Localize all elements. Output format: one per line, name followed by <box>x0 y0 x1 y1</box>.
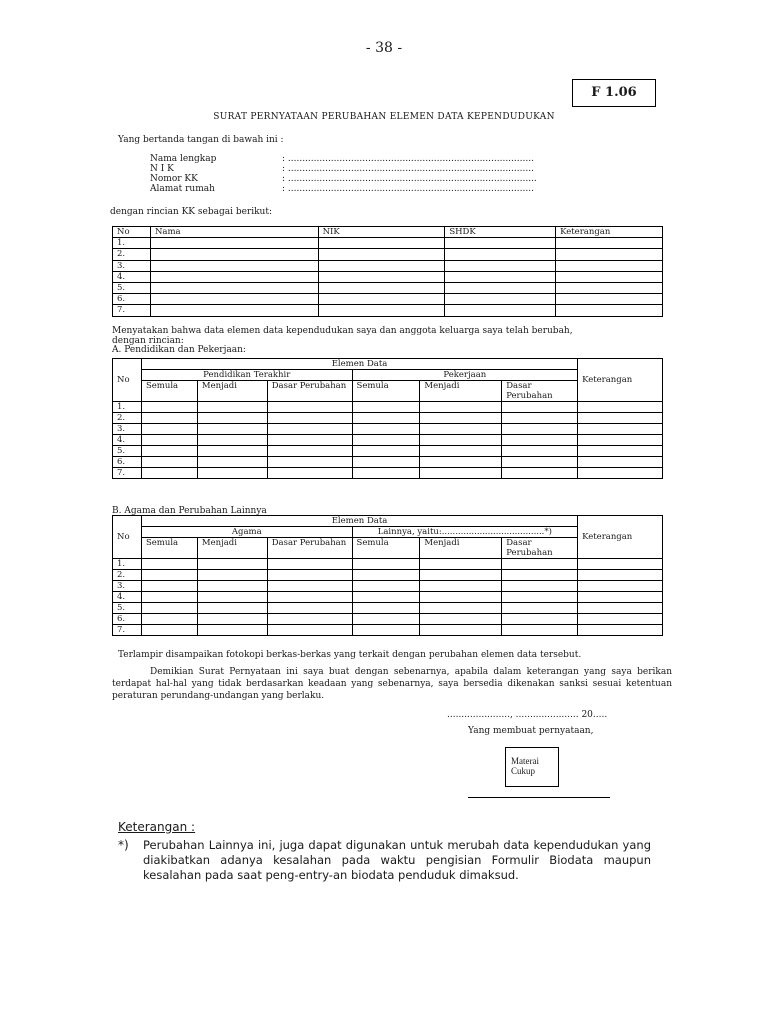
row-number: 5. <box>113 282 151 293</box>
cell[interactable] <box>420 592 502 603</box>
table-row <box>113 260 663 271</box>
cell[interactable] <box>197 559 267 570</box>
row-number: 3. <box>113 260 151 271</box>
cell[interactable] <box>502 457 578 468</box>
cell[interactable] <box>502 559 578 570</box>
header-elemen-data: Elemen Data <box>141 516 577 527</box>
cell[interactable] <box>578 581 663 592</box>
cell[interactable] <box>141 457 197 468</box>
header-menjadi: Menjadi <box>420 381 502 402</box>
cell[interactable] <box>578 468 663 479</box>
field-row <box>150 154 537 164</box>
keterangan-body: Perubahan Lainnya ini, juga dapat digunakan untuk merubah data kependudukan yang diakibatkan adanya kesalahan pada waktu pengisian Formulir Biodata maupun kesalahan pada saat peng-entry-an biodata penduduk dimaksud. <box>143 838 651 882</box>
cell[interactable] <box>141 413 197 424</box>
header-dasar-perubahan: Dasar Perubahan <box>502 538 578 559</box>
cell[interactable] <box>141 625 197 636</box>
cell[interactable] <box>445 249 556 260</box>
cell[interactable] <box>197 435 267 446</box>
cell[interactable] <box>150 260 318 271</box>
row-number: 6. <box>113 457 142 468</box>
cell[interactable] <box>502 402 578 413</box>
table-row <box>113 592 663 603</box>
cell[interactable] <box>352 413 420 424</box>
cell[interactable] <box>352 592 420 603</box>
cell[interactable] <box>352 559 420 570</box>
cell[interactable] <box>420 468 502 479</box>
cell[interactable] <box>578 570 663 581</box>
date-line[interactable]: ......................, ...................... 20..... <box>447 710 608 720</box>
header-keterangan: Keterangan <box>556 227 663 238</box>
cell[interactable] <box>141 559 197 570</box>
cell[interactable] <box>141 402 197 413</box>
row-number: 2. <box>113 413 142 424</box>
cell[interactable] <box>318 249 445 260</box>
field-row <box>150 174 537 184</box>
cell[interactable] <box>420 402 502 413</box>
footnote-mark: *) <box>118 838 129 852</box>
row-number: 1. <box>113 238 151 249</box>
row-number: 2. <box>113 570 142 581</box>
cell[interactable] <box>197 592 267 603</box>
section-a-title: A. Pendidikan dan Pekerjaan: <box>112 345 246 355</box>
cell[interactable] <box>578 457 663 468</box>
table-row <box>113 238 663 249</box>
cell[interactable] <box>502 446 578 457</box>
cell[interactable] <box>352 570 420 581</box>
document-title: SURAT PERNYATAAN PERUBAHAN ELEMEN DATA KEPENDUDUKAN <box>213 112 555 122</box>
cell[interactable] <box>420 424 502 435</box>
cell[interactable] <box>197 402 267 413</box>
table-row <box>113 305 663 316</box>
header-no: No <box>113 227 151 238</box>
header-elemen-data: Elemen Data <box>141 359 577 370</box>
field-label: Alamat rumah <box>150 184 215 194</box>
cell[interactable] <box>141 424 197 435</box>
materai-line: Cukup <box>511 766 536 776</box>
cell[interactable] <box>578 413 663 424</box>
materai-line: Materai <box>511 756 539 766</box>
identity-fields <box>150 154 537 194</box>
cell[interactable] <box>318 238 445 249</box>
table-row <box>113 570 663 581</box>
cell[interactable] <box>420 625 502 636</box>
cell[interactable] <box>150 294 318 305</box>
cell[interactable] <box>318 294 445 305</box>
table-row <box>113 614 663 625</box>
row-number: 7. <box>113 468 142 479</box>
statement-line: Menyatakan bahwa data elemen data kependudukan saya dan anggota keluarga saya telah berubah, <box>112 326 573 336</box>
cell[interactable] <box>556 282 663 293</box>
row-number: 3. <box>113 581 142 592</box>
cell[interactable] <box>420 413 502 424</box>
field-label: Nomor KK <box>150 174 198 184</box>
header-dasar-perubahan: Dasar Perubahan <box>502 381 578 402</box>
cell[interactable] <box>578 592 663 603</box>
field-value[interactable]: : ...................................................................................... <box>282 164 534 174</box>
cell[interactable] <box>578 424 663 435</box>
cell[interactable] <box>578 603 663 614</box>
cell[interactable] <box>556 249 663 260</box>
table-row <box>113 424 663 435</box>
row-number: 1. <box>113 559 142 570</box>
cell[interactable] <box>502 468 578 479</box>
table-row <box>113 559 663 570</box>
cell[interactable] <box>445 294 556 305</box>
header-lainnya: Lainnya, yaitu:......................................*) <box>352 527 578 538</box>
demikian-text <box>112 666 672 702</box>
cell[interactable] <box>197 468 267 479</box>
field-value[interactable]: : ...................................................................................... <box>282 154 534 164</box>
kk-table <box>112 226 663 317</box>
cell[interactable] <box>352 457 420 468</box>
row-number: 6. <box>113 294 151 305</box>
table-row <box>113 294 663 305</box>
cell[interactable] <box>267 559 352 570</box>
cell[interactable] <box>141 468 197 479</box>
cell[interactable] <box>556 294 663 305</box>
cell[interactable] <box>352 614 420 625</box>
cell[interactable] <box>578 625 663 636</box>
cell[interactable] <box>352 603 420 614</box>
rincian-label: dengan rincian KK sebagai berikut: <box>110 207 272 217</box>
section-b-title: B. Agama dan Perubahan Lainnya <box>112 506 267 516</box>
cell[interactable] <box>502 625 578 636</box>
table-header-row <box>113 359 663 370</box>
field-row <box>150 164 537 174</box>
cell[interactable] <box>420 457 502 468</box>
cell[interactable] <box>267 446 352 457</box>
header-no: No <box>113 359 142 402</box>
row-number: 7. <box>113 305 151 316</box>
cell[interactable] <box>267 592 352 603</box>
cell[interactable] <box>420 581 502 592</box>
cell[interactable] <box>141 592 197 603</box>
intro-text: Yang bertanda tangan di bawah ini : <box>118 135 284 145</box>
cell[interactable] <box>150 271 318 282</box>
page-number: - 38 - <box>365 40 403 56</box>
row-number: 3. <box>113 424 142 435</box>
header-dasar-perubahan: Dasar Perubahan <box>267 381 352 402</box>
cell[interactable] <box>502 614 578 625</box>
table-row <box>113 435 663 446</box>
header-nama: Nama <box>150 227 318 238</box>
cell[interactable] <box>445 282 556 293</box>
header-menjadi: Menjadi <box>197 381 267 402</box>
cell[interactable] <box>502 413 578 424</box>
cell[interactable] <box>318 271 445 282</box>
cell[interactable] <box>267 614 352 625</box>
header-agama: Agama <box>141 527 352 538</box>
field-value[interactable]: : ...................................................................................... <box>282 184 534 194</box>
cell[interactable] <box>352 446 420 457</box>
cell[interactable] <box>578 435 663 446</box>
row-number: 1. <box>113 402 142 413</box>
cell[interactable] <box>267 435 352 446</box>
materai-box <box>505 747 559 787</box>
statement <box>112 327 672 356</box>
cell[interactable] <box>578 614 663 625</box>
header-shdk: SHDK <box>445 227 556 238</box>
cell[interactable] <box>352 468 420 479</box>
header-semula: Semula <box>141 381 197 402</box>
header-semula: Semula <box>352 381 420 402</box>
cell[interactable] <box>420 446 502 457</box>
field-label: Nama lengkap <box>150 154 217 164</box>
cell[interactable] <box>197 446 267 457</box>
cell[interactable] <box>141 446 197 457</box>
table-row <box>113 402 663 413</box>
cell[interactable] <box>556 305 663 316</box>
cell[interactable] <box>420 570 502 581</box>
demikian-body: Demikian Surat Pernyataan ini saya buat dengan sebenarnya, apabila dalam keterangan yang saya berikan terdapat hal-hal yang tidak berdasarkan keadaan yang sebenarnya, saya bersedia dikenakan sanksi sesuai ketentuan peraturan perundang-undangan yang berlaku. <box>112 667 672 701</box>
cell[interactable] <box>267 625 352 636</box>
header-no: No <box>113 516 142 559</box>
row-number: 7. <box>113 625 142 636</box>
row-number: 4. <box>113 592 142 603</box>
cell[interactable] <box>420 559 502 570</box>
cell[interactable] <box>420 603 502 614</box>
cell[interactable] <box>267 457 352 468</box>
signer-label: Yang membuat pernyataan, <box>468 726 594 736</box>
table-row <box>113 271 663 282</box>
cell[interactable] <box>445 238 556 249</box>
cell[interactable] <box>197 625 267 636</box>
keterangan-title: Keterangan : <box>118 820 196 834</box>
cell[interactable] <box>502 435 578 446</box>
cell[interactable] <box>267 570 352 581</box>
row-number: 4. <box>113 435 142 446</box>
cell[interactable] <box>150 282 318 293</box>
cell[interactable] <box>502 603 578 614</box>
lampiran-text: Terlampir disampaikan fotokopi berkas-berkas yang terkait dengan perubahan elemen data tersebut. <box>118 650 582 660</box>
header-menjadi: Menjadi <box>420 538 502 559</box>
cell[interactable] <box>352 625 420 636</box>
cell[interactable] <box>197 603 267 614</box>
cell[interactable] <box>578 402 663 413</box>
cell[interactable] <box>318 282 445 293</box>
field-label: N I K <box>150 164 174 174</box>
header-keterangan: Keterangan <box>578 359 663 402</box>
cell[interactable] <box>197 614 267 625</box>
cell[interactable] <box>352 581 420 592</box>
cell[interactable] <box>318 260 445 271</box>
cell[interactable] <box>141 614 197 625</box>
row-number: 6. <box>113 614 142 625</box>
pendidikan-pekerjaan-table <box>112 358 663 479</box>
header-pendidikan: Pendidikan Terakhir <box>141 370 352 381</box>
cell[interactable] <box>141 570 197 581</box>
cell[interactable] <box>420 614 502 625</box>
header-semula: Semula <box>352 538 420 559</box>
cell[interactable] <box>267 468 352 479</box>
cell[interactable] <box>267 424 352 435</box>
field-row <box>150 184 537 194</box>
agama-lainnya-table <box>112 515 663 636</box>
cell[interactable] <box>318 305 445 316</box>
cell[interactable] <box>502 592 578 603</box>
cell[interactable] <box>502 424 578 435</box>
field-value[interactable]: : ....................................................................................... <box>282 174 537 184</box>
table-header-row <box>113 227 663 238</box>
header-keterangan: Keterangan <box>578 516 663 559</box>
header-nik: NIK <box>318 227 445 238</box>
cell[interactable] <box>150 249 318 260</box>
header-pekerjaan: Pekerjaan <box>352 370 578 381</box>
table-row <box>113 625 663 636</box>
cell[interactable] <box>141 435 197 446</box>
cell[interactable] <box>502 570 578 581</box>
cell[interactable] <box>420 435 502 446</box>
header-menjadi: Menjadi <box>197 538 267 559</box>
header-dasar-perubahan: Dasar Perubahan <box>267 538 352 559</box>
cell[interactable] <box>197 570 267 581</box>
cell[interactable] <box>267 581 352 592</box>
cell[interactable] <box>502 581 578 592</box>
header-semula: Semula <box>141 538 197 559</box>
row-number: 4. <box>113 271 151 282</box>
table-row <box>113 446 663 457</box>
cell[interactable] <box>150 238 318 249</box>
cell[interactable] <box>197 424 267 435</box>
table-row <box>113 457 663 468</box>
cell[interactable] <box>141 603 197 614</box>
cell[interactable] <box>197 413 267 424</box>
row-number: 5. <box>113 446 142 457</box>
table-row <box>113 468 663 479</box>
row-number: 2. <box>113 249 151 260</box>
cell[interactable] <box>445 271 556 282</box>
cell[interactable] <box>578 446 663 457</box>
cell[interactable] <box>352 402 420 413</box>
table-header-row <box>113 516 663 527</box>
row-number: 5. <box>113 603 142 614</box>
cell[interactable] <box>267 413 352 424</box>
cell[interactable] <box>556 238 663 249</box>
statement-line: dengan rincian: <box>112 335 184 346</box>
cell[interactable] <box>267 402 352 413</box>
cell[interactable] <box>445 305 556 316</box>
form-code-box: F 1.06 <box>572 79 656 107</box>
cell[interactable] <box>556 271 663 282</box>
cell[interactable] <box>197 581 267 592</box>
table-row <box>113 413 663 424</box>
cell[interactable] <box>352 424 420 435</box>
cell[interactable] <box>352 435 420 446</box>
signature-line[interactable] <box>468 797 610 798</box>
table-row <box>113 581 663 592</box>
cell[interactable] <box>556 260 663 271</box>
table-row <box>113 282 663 293</box>
cell[interactable] <box>578 559 663 570</box>
table-row <box>113 249 663 260</box>
cell[interactable] <box>150 305 318 316</box>
cell[interactable] <box>141 581 197 592</box>
cell[interactable] <box>197 457 267 468</box>
cell[interactable] <box>445 260 556 271</box>
table-row <box>113 603 663 614</box>
cell[interactable] <box>267 603 352 614</box>
